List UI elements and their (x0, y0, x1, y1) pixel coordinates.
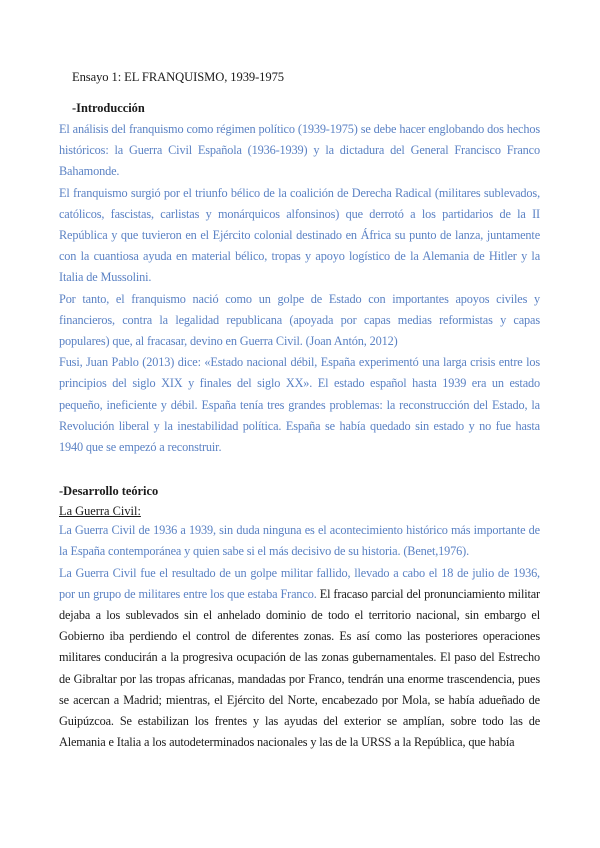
intro-paragraph-3: Por tanto, el franquismo nació como un golpe de Estado con importantes apoyos civiles y financieros, contra la legalidad republicana (apoyada por capas medias reformistas y capas populares) que, al fracasar, devino en Guerra Civil. (Joan Antón, 2012) (59, 291, 540, 349)
intro-paragraph-1: El análisis del franquismo como régimen político (1939-1975) se debe hacer englobando dos hechos históricos: la Guerra Civil Española (1936-1939) y la dictadura del General Francisco Franco Bahamonde. (59, 122, 540, 179)
civil-war-paragraph-2-body: El fracaso parcial del pronunciamiento militar dejaba a los sublevados sin el anhelado dominio de todo el territorio nacional, sin embargo el Gobierno iba perdiendo el control de diferentes zonas. Es así como las posteriores operaciones militares conducirán a la progresiva ocupación de las zonas gubernamentales. El paso del Estrecho de Gibraltar por las tropas africanas, mandadas por Franco, tendrán una enorme trascendencia, pues se acercan a Madrid; mientras, el Ejército del Norte, encabezado por Mola, se había adueñado de Guipúzcoa. Se estabilizan los frentes y las ayudas del exterior se amplían, sobre todo las de Alemania e Italia a los autodeterminados nacionales y las de la URSS a la República, que había (59, 586, 540, 750)
theory-heading: -Desarrollo teórico (59, 484, 159, 499)
intro-heading: -Introducción (72, 101, 145, 115)
civil-war-paragraph-1: La Guerra Civil de 1936 a 1939, sin duda ninguna es el acontecimiento histórico más importante de la España contemporánea y quien sabe si el más decisivo de su historia. (Benet,1976). (59, 523, 540, 559)
intro-paragraph-4: Fusi, Juan Pablo (2013) dice: «Estado nacional débil, España experimentó una larga crisis entre los principios del siglo XIX y finales del siglo XX». El estado español hasta 1939 era un estado pequeño, ineficiente y débil. España tenía tres grandes problemas: la reconstrucción del Estado, la Revolución liberal y la inestabilidad política. España se había quedado sin estado y no fue hasta 1940 que se empezó a reconstruir. (59, 355, 540, 455)
document-title: Ensayo 1: EL FRANQUISMO, 1939-1975 (72, 70, 284, 84)
civil-war-subheading: La Guerra Civil: (59, 504, 141, 519)
civil-war-paragraph-2-quoted: La Guerra Civil fue el resultado de un golpe militar fallido, llevado a cabo el 18 de julio de 1936, por un grupo de militares entre los que estaba Franco. (59, 565, 540, 601)
intro-paragraph-2: El franquismo surgió por el triunfo bélico de la coalición de Derecha Radical (militares sublevados, católicos, fascistas, carlistas y monárquicos alfonsinos) que derrotó a los partidarios de la II República y que tuvieron en el Ejército colonial destinado en África su punto de lanza, juntamente con la cuantiosa ayuda en material bélico, tropas y apoyo logístico de la Alemania de Hitler y la Italia de Mussolini. (59, 185, 540, 285)
civil-war-paragraph-2 (59, 563, 540, 754)
